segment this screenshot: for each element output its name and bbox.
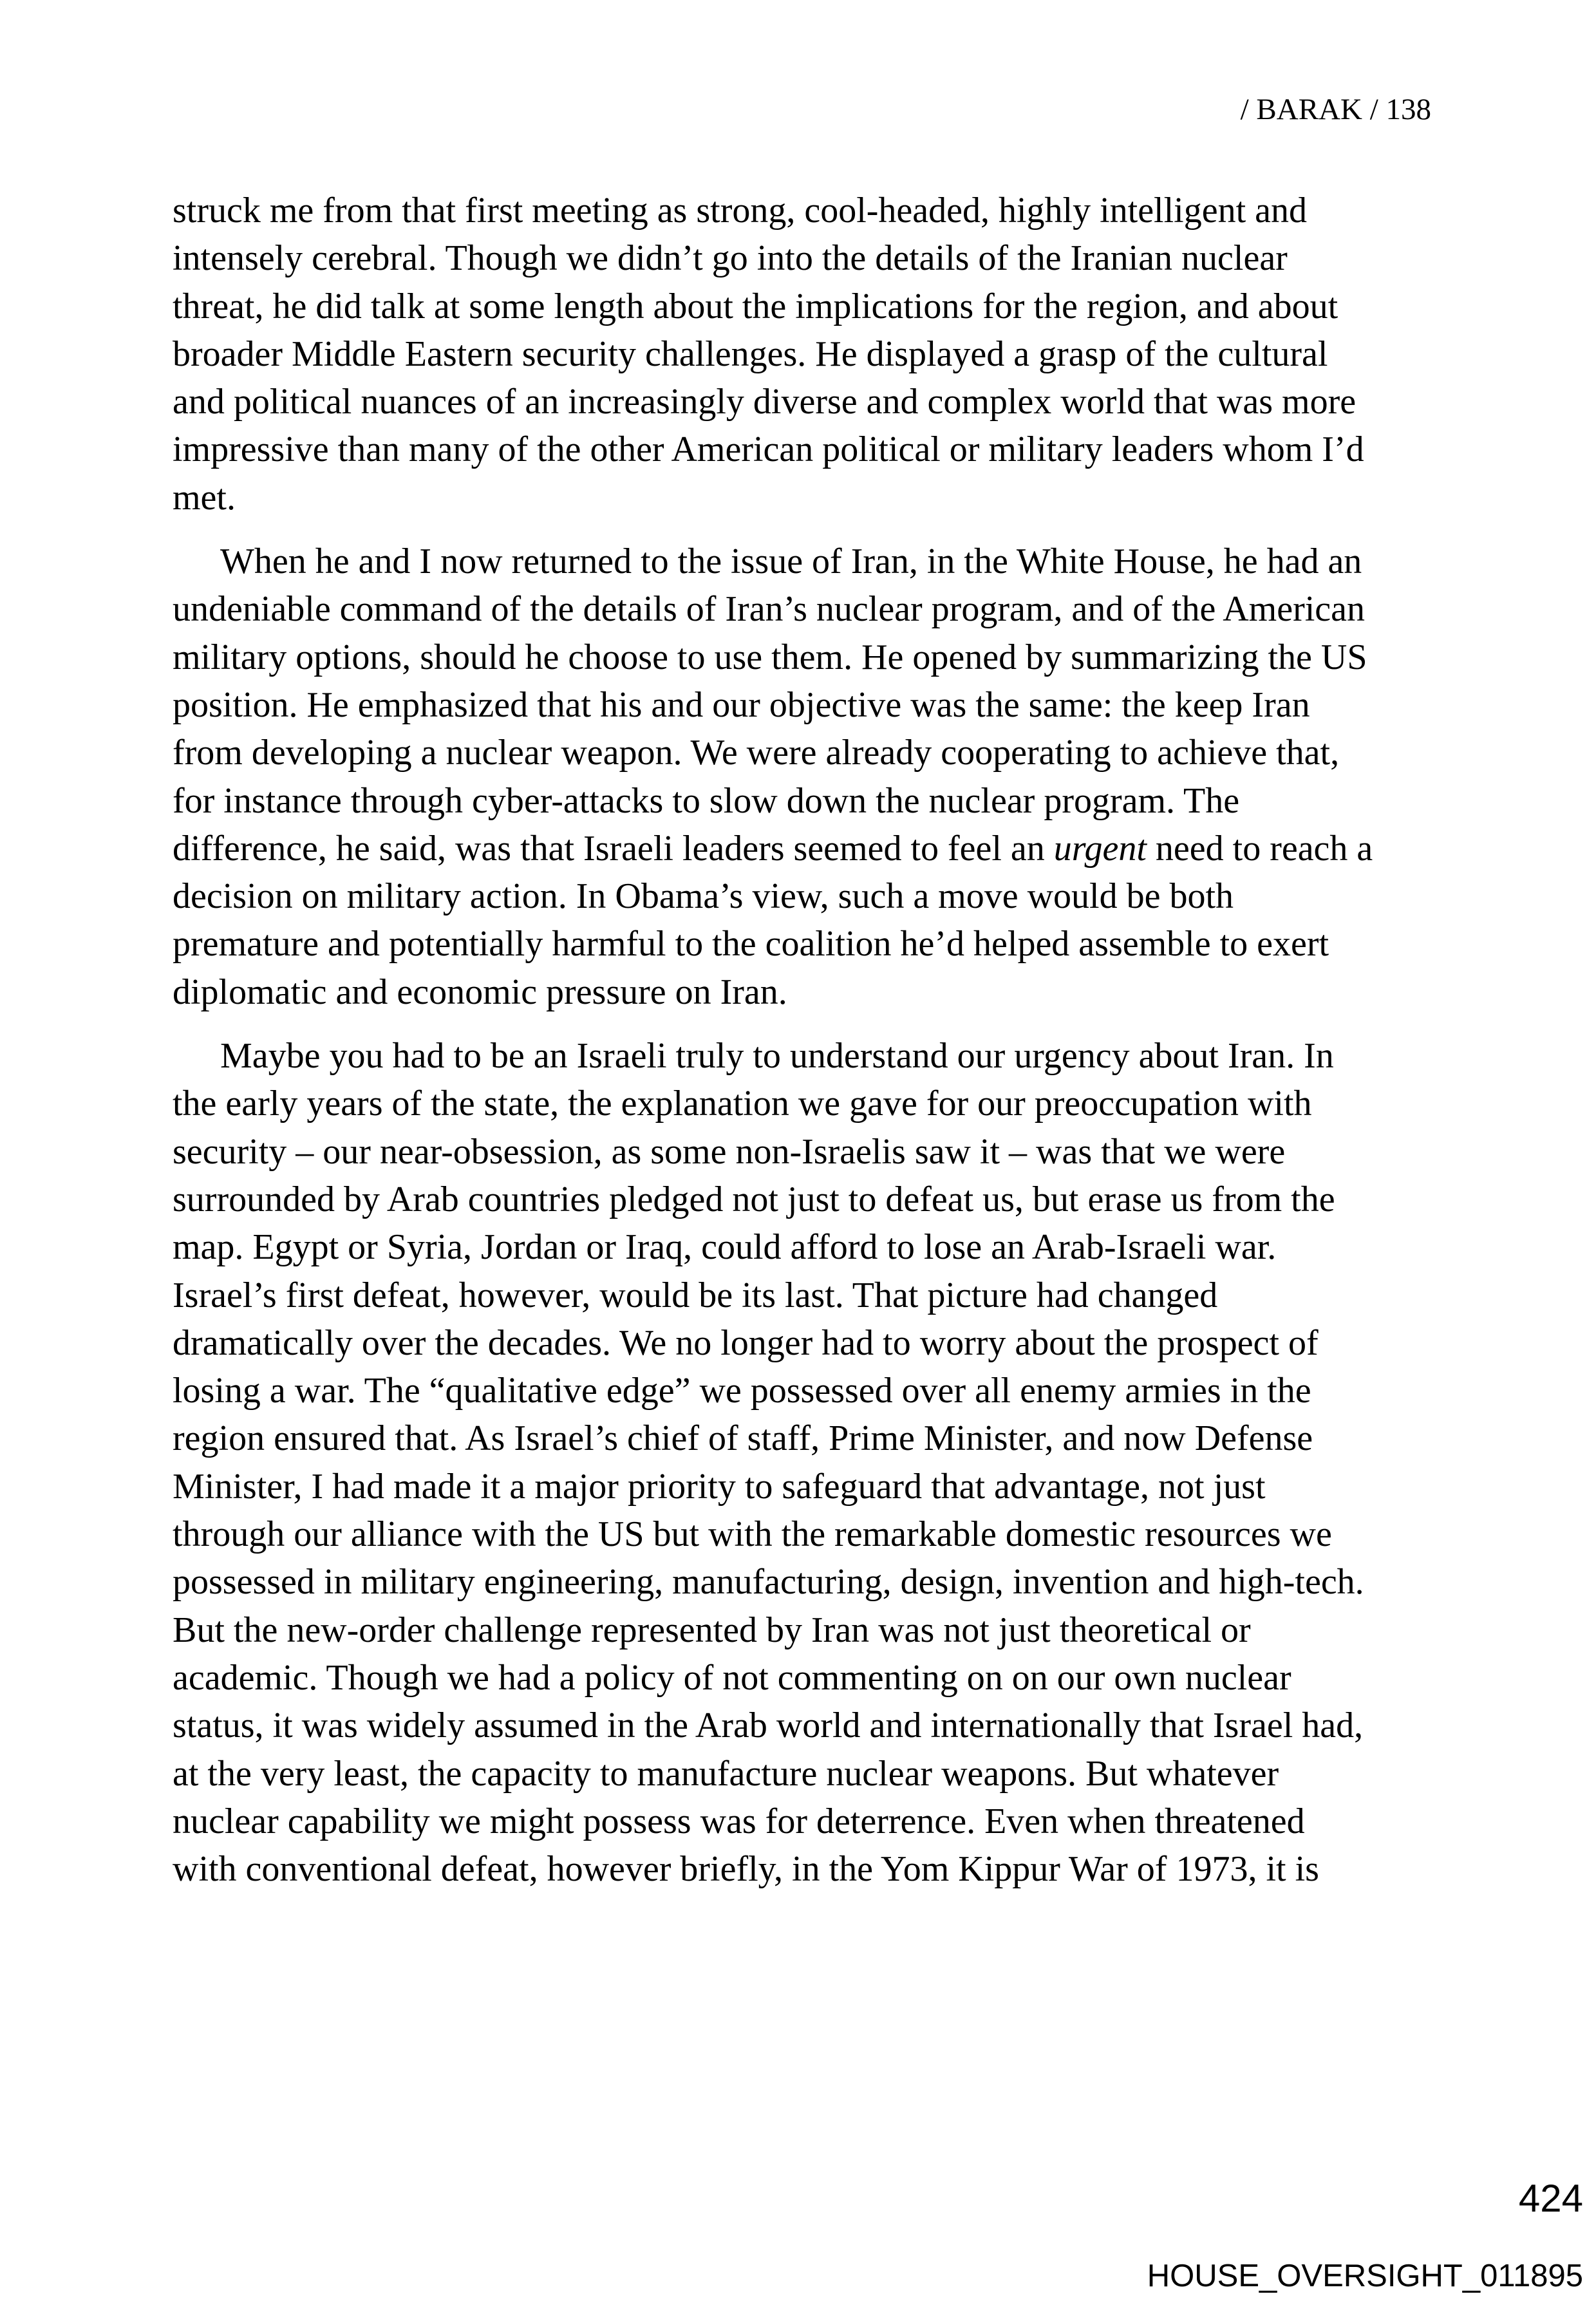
text-line: When he and I now returned to the issue of Iran, in the White House, he had an [220,541,1362,582]
text-line: from developing a nuclear weapon. We were already cooperating to achieve that, [173,733,1340,773]
bates-stamp: HOUSE_OVERSIGHT_011895 [1147,2259,1583,2293]
text-line: impressive than many of the other American political or military leaders whom I’d [173,429,1364,470]
text-line: map. Egypt or Syria, Jordan or Iraq, could afford to lose an Arab-Israeli war. [173,1227,1277,1268]
text-line: military options, should he choose to use them. He opened by summarizing the US [173,637,1367,677]
text-line: with conventional defeat, however briefly, in the Yom Kippur War of 1973, it is [173,1849,1319,1890]
text-line: diplomatic and economic pressure on Iran. [173,972,787,1012]
text-line: met. [173,477,236,518]
text-line: the early years of the state, the explanation we gave for our preoccupation with [173,1084,1312,1124]
paragraph-1 [173,187,1447,522]
text-line: nuclear capability we might possess was for deterrence. Even when threatened [173,1801,1305,1841]
text-line: Israel’s first defeat, however, would be its last. That picture had changed [173,1275,1218,1315]
text-run: need to reach a [1146,828,1373,869]
text-line: But the new-order challenge represented by Iran was not just theoretical or [173,1610,1251,1650]
text-line: surrounded by Arab countries pledged not just to defeat us, but erase us from the [173,1179,1335,1219]
text-line: and political nuances of an increasingly diverse and complex world that was more [173,382,1357,422]
text-line: status, it was widely assumed in the Arab world and internationally that Israel had, [173,1706,1364,1746]
text-line: broader Middle Eastern security challenges. He displayed a grasp of the cultural [173,334,1328,374]
text-line: decision on military action. In Obama’s view, such a move would be both [173,876,1234,917]
text-line: through our alliance with the US but with the remarkable domestic resources we [173,1514,1332,1555]
text-line: intensely cerebral. Though we didn’t go into the details of the Iranian nuclear [173,238,1288,279]
paragraph-2 [173,538,1447,1016]
text-line: undeniable command of the details of Iran’s nuclear program, and of the American [173,589,1365,630]
text-line: Minister, I had made it a major priority to safeguard that advantage, not just [173,1466,1266,1507]
text-line: premature and potentially harmful to the coalition he’d helped assemble to exert [173,924,1329,964]
text-line: possessed in military engineering, manufacturing, design, invention and high-tech. [173,1562,1364,1603]
text-line: region ensured that. As Israel’s chief of staff, Prime Minister, and now Defense [173,1418,1313,1459]
text-line: position. He emphasized that his and our objective was the same: the keep Iran [173,684,1310,725]
text-line: for instance through cyber-attacks to slow down the nuclear program. The [173,780,1240,821]
text-run: difference, he said, was that Israeli leaders seemed to feel an [173,828,1054,869]
text-line: academic. Though we had a policy of not commenting on on our own nuclear [173,1657,1291,1698]
body-text [173,187,1447,1909]
text-line: struck me from that first meeting as strong, cool-headed, highly intelligent and [173,191,1308,230]
text-line: threat, he did talk at some length about the implications for the region, and about [173,286,1338,326]
text-line: losing a war. The “qualitative edge” we possessed over all enemy armies in the [173,1371,1311,1411]
emphasized-word: urgent [1053,828,1147,869]
paragraph-3 [173,1032,1447,1893]
page-number: 424 [1518,2177,1583,2220]
text-line: at the very least, the capacity to manufacture nuclear weapons. But whatever [173,1753,1279,1794]
text-line: security – our near-obsession, as some non-Israelis saw it – was that we were [173,1131,1286,1172]
text-line: Maybe you had to be an Israeli truly to understand our urgency about Iran. In [220,1036,1334,1076]
text-line-with-emphasis [173,825,1447,872]
text-line: dramatically over the decades. We no longer had to worry about the prospect of [173,1322,1319,1363]
running-header: / BARAK / 138 [1240,93,1431,126]
